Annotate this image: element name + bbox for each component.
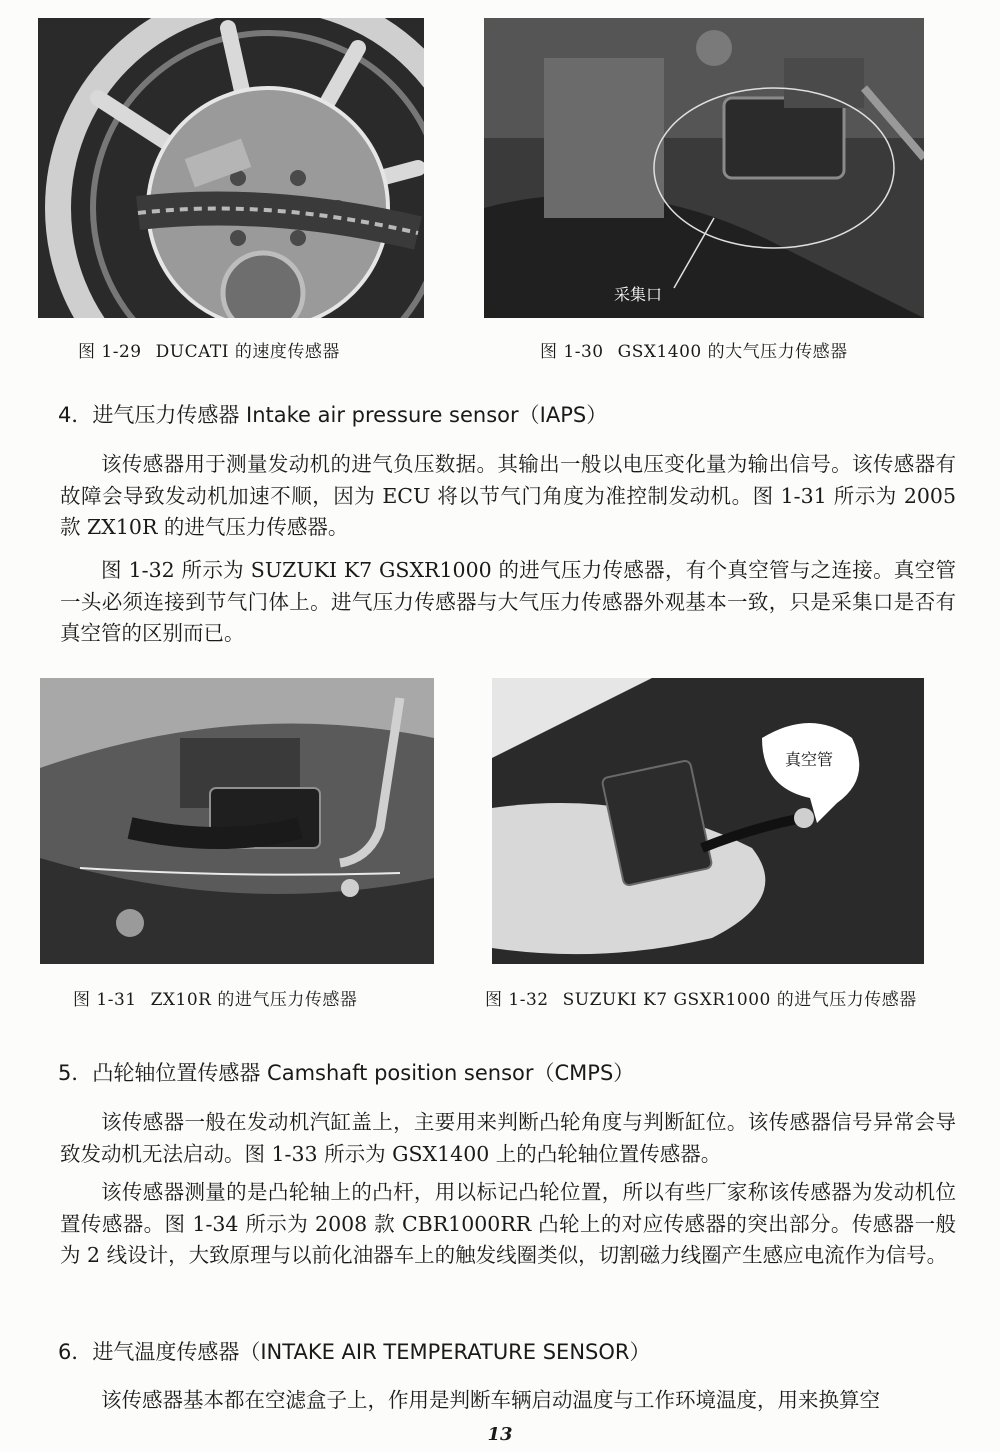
section-4-paragraph-1: 该传感器用于测量发动机的进气负压数据。其输出一般以电压变化量为输出信号。该传感器有故障会导致发动机加速不顺，因为 ECU 将以节气门角度为准控制发动机。图 1-31 所示为 2005 款 ZX10R 的进气压力传感器。 bbox=[60, 452, 956, 540]
photo-label-vacuum-hose: 真空管 bbox=[785, 750, 834, 769]
page-number: 13 bbox=[487, 1424, 513, 1445]
figure-1-30-photo bbox=[484, 18, 924, 318]
figure-caption-text: SUZUKI K7 GSXR1000 的进气压力传感器 bbox=[562, 990, 917, 1010]
figure-1-31-caption bbox=[73, 985, 357, 1010]
figure-number: 图 1-30 bbox=[540, 342, 604, 362]
wheel-sprocket-image bbox=[38, 18, 424, 318]
barometric-sensor-image bbox=[484, 18, 924, 318]
figure-1-30-caption bbox=[540, 337, 848, 362]
figure-number: 图 1-29 bbox=[78, 342, 142, 362]
figure-1-31-photo bbox=[40, 678, 434, 964]
figure-caption-text: GSX1400 的大气压力传感器 bbox=[617, 342, 848, 362]
zx10r-sensor-image bbox=[40, 678, 434, 964]
figure-number: 图 1-31 bbox=[73, 990, 137, 1010]
figure-1-32-photo bbox=[492, 678, 924, 964]
figure-1-29-photo bbox=[38, 18, 424, 318]
figure-1-32-caption bbox=[485, 985, 917, 1010]
section-5-paragraph-1: 该传感器一般在发动机汽缸盖上，主要用来判断凸轮角度与判断缸位。该传感器信号异常会导致发动机无法启动。图 1-33 所示为 GSX1400 上的凸轮轴位置传感器。 bbox=[60, 1110, 956, 1166]
section-5-heading: 5．凸轮轴位置传感器 Camshaft position sensor（CMPS） bbox=[58, 1061, 635, 1085]
section-5-paragraph-2: 该传感器测量的是凸轮轴上的凸杆，用以标记凸轮位置，所以有些厂家称该传感器为发动机位置传感器。图 1-34 所示为 2008 款 CBR1000RR 凸轮上的对应传感器的突出部分。传感器一般为 2 线设计，大致原理与以前化油器车上的触发线圈类似，切割磁力线圈产生感应电流作为信号。 bbox=[60, 1180, 956, 1268]
photo-label-intake-port: 采集口 bbox=[614, 285, 663, 304]
gsxr1000-sensor-image bbox=[492, 678, 924, 964]
section-4-paragraph-2: 图 1-32 所示为 SUZUKI K7 GSXR1000 的进气压力传感器，有个真空管与之连接。真空管一头必须连接到节气门体上。进气压力传感器与大气压力传感器外观基本一致，只是采集口是否有真空管的区别而已。 bbox=[60, 558, 956, 646]
section-6-heading: 6．进气温度传感器（INTAKE AIR TEMPERATURE SENSOR） bbox=[58, 1340, 651, 1364]
figure-caption-text: DUCATI 的速度传感器 bbox=[155, 342, 340, 362]
figure-caption-text: ZX10R 的进气压力传感器 bbox=[150, 990, 358, 1010]
section-6-paragraph-1: 该传感器基本都在空滤盒子上，作用是判断车辆启动温度与工作环境温度，用来换算空 bbox=[101, 1388, 880, 1412]
figure-1-29-caption bbox=[78, 337, 340, 362]
section-4-heading: 4．进气压力传感器 Intake air pressure sensor（IAPS） bbox=[58, 403, 608, 427]
figure-number: 图 1-32 bbox=[485, 990, 549, 1010]
